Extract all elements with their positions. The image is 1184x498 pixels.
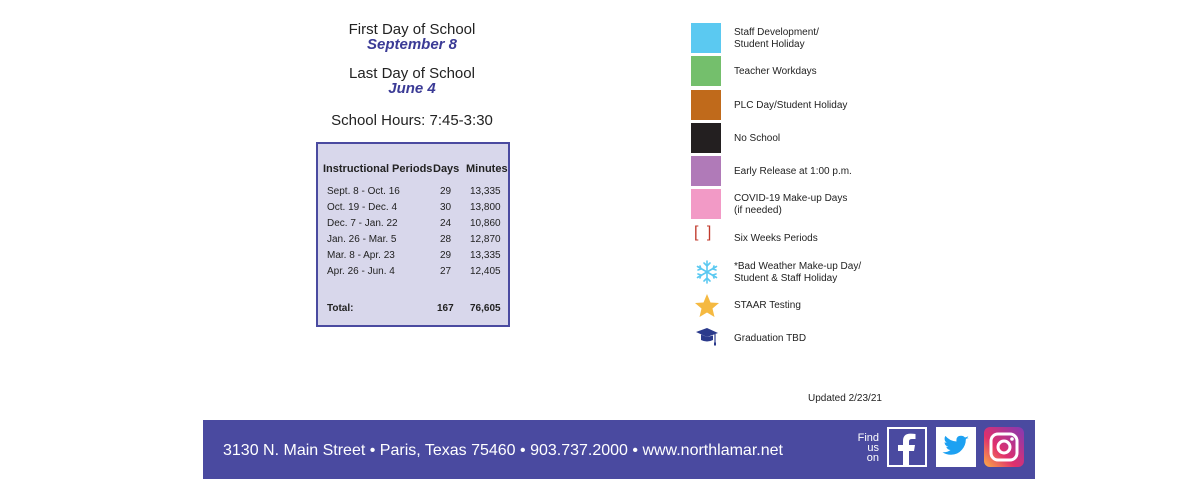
legend-label-bad-weather: *Bad Weather Make-up Day/ Student & Staff Holiday bbox=[734, 261, 862, 284]
total-days: 167 bbox=[437, 303, 454, 314]
minutes-cell: 12,405 bbox=[470, 266, 501, 277]
table-row bbox=[318, 202, 508, 218]
teacher-workdays-swatch bbox=[691, 56, 721, 86]
graduation-cap-icon bbox=[695, 326, 719, 348]
find-us-on-label: Find us on bbox=[857, 432, 879, 464]
legend-label-graduation: Graduation TBD bbox=[734, 333, 807, 344]
early-release-swatch bbox=[691, 156, 721, 186]
school-hours: School Hours: 7:45-3:30 bbox=[331, 112, 493, 129]
days-cell: 30 bbox=[440, 202, 452, 213]
total-minutes: 76,605 bbox=[470, 303, 501, 314]
legend-label-no-school: No School bbox=[734, 133, 781, 144]
footer-address: 3130 N. Main Street • Paris, Texas 75460 • 903.737.2000 • www.northlamar.net bbox=[223, 442, 783, 459]
period-cell: Apr. 26 - Jun. 4 bbox=[327, 266, 395, 277]
first-day-date: September 8 bbox=[366, 36, 458, 53]
facebook-icon[interactable] bbox=[887, 427, 927, 467]
table-row bbox=[318, 234, 508, 250]
legend-label-staff-development: Staff Development/ Student Holiday bbox=[734, 27, 819, 50]
minutes-cell: 10,860 bbox=[470, 218, 501, 229]
days-cell: 29 bbox=[440, 250, 452, 261]
period-cell: Jan. 26 - Mar. 5 bbox=[327, 234, 397, 245]
footer-bar bbox=[203, 420, 1035, 479]
days-cell: 29 bbox=[440, 186, 452, 197]
first-day-label: First Day of School bbox=[348, 21, 476, 38]
legend-label-covid-makeup: COVID-19 Make-up Days (if needed) bbox=[734, 193, 848, 216]
legend-label-plc-day: PLC Day/Student Holiday bbox=[734, 100, 848, 111]
no-school-swatch bbox=[691, 123, 721, 153]
plc-day-swatch bbox=[691, 90, 721, 120]
period-cell: Oct. 19 - Dec. 4 bbox=[327, 202, 398, 213]
legend-label-six-weeks: Six Weeks Periods bbox=[734, 233, 818, 244]
legend-label-teacher-workdays: Teacher Workdays bbox=[734, 66, 817, 77]
covid-makeup-swatch bbox=[691, 189, 721, 219]
updated-date: Updated 2/23/21 bbox=[808, 393, 882, 404]
staff-development-swatch bbox=[691, 23, 721, 53]
bracket-icon: [ ] bbox=[694, 224, 714, 241]
snowflake-icon bbox=[694, 259, 720, 285]
table-row bbox=[318, 218, 508, 234]
period-cell: Mar. 8 - Apr. 23 bbox=[327, 250, 395, 261]
col-header-minutes: Minutes bbox=[466, 163, 508, 175]
col-header-period: Instructional Periods bbox=[323, 163, 433, 175]
table-row bbox=[318, 250, 508, 266]
table-row bbox=[318, 186, 508, 202]
period-cell: Sept. 8 - Oct. 16 bbox=[327, 186, 400, 197]
instagram-icon[interactable] bbox=[984, 427, 1024, 467]
star-icon bbox=[694, 293, 720, 319]
days-cell: 28 bbox=[440, 234, 452, 245]
twitter-icon[interactable] bbox=[936, 427, 976, 467]
minutes-cell: 12,870 bbox=[470, 234, 501, 245]
legend-label-staar: STAAR Testing bbox=[734, 300, 801, 311]
last-day-label: Last Day of School bbox=[349, 65, 475, 82]
instructional-periods-table bbox=[316, 142, 510, 327]
days-cell: 27 bbox=[440, 266, 452, 277]
total-label: Total: bbox=[327, 303, 354, 314]
period-cell: Dec. 7 - Jan. 22 bbox=[327, 218, 398, 229]
table-row bbox=[318, 266, 508, 282]
legend-label-early-release: Early Release at 1:00 p.m. bbox=[734, 166, 852, 177]
last-day-date: June 4 bbox=[388, 80, 436, 97]
days-cell: 24 bbox=[440, 218, 452, 229]
col-header-days: Days bbox=[433, 163, 460, 175]
minutes-cell: 13,335 bbox=[470, 250, 501, 261]
minutes-cell: 13,335 bbox=[470, 186, 501, 197]
minutes-cell: 13,800 bbox=[470, 202, 501, 213]
